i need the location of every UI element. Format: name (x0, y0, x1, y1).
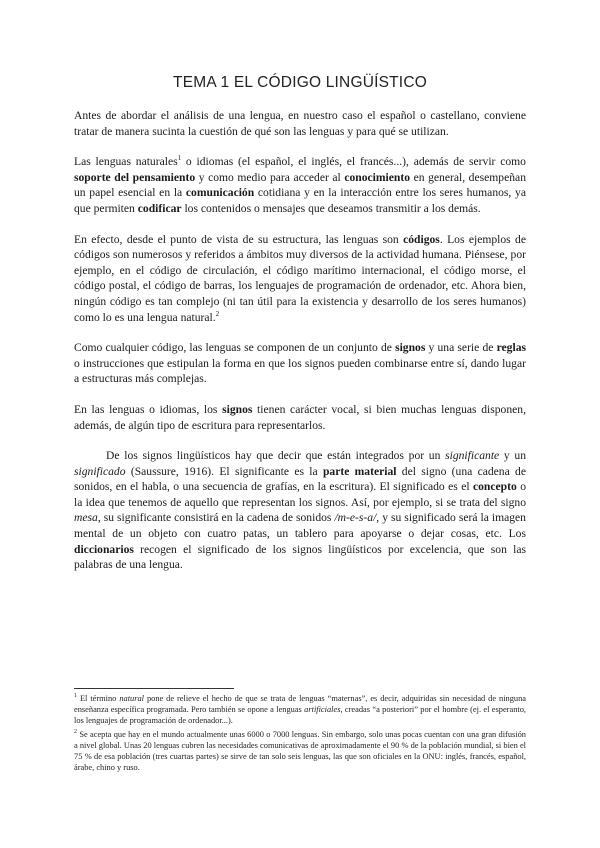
footnotes (74, 693, 526, 775)
footnote-2: $^2$ Se acepta que hay en el mundo actualmente unas 6000 o 7000 lenguas. Sin embargo, solo unas pocas cuentan con una gran difusión a nivel global. Unas 20 lenguas cubren las necesidades comunicativas de aproximadamente el 90 % de la población mundial, si bien el 75 % de esa población (tres cuartas partes) se sirve de tan solo seis lenguas, las que son oficiales en la ONU: inglés, francés, español, árabe, chino y ruso. (74, 728, 526, 773)
page-title: TEMA 1 EL CÓDIGO LINGÜÍSTICO (173, 74, 427, 91)
document-body (74, 108, 526, 588)
paragraph-natural-languages: Las lenguas naturales$^1$ o idiomas (el español, el inglés, el francés...), además de servir como soporte del pensamiento y como medio para acceder al conocimiento en general, desempeñan un papel esencial en la comunicación cotidiana y en la interacción entre los seres humanos, ya que permiten codificar los contenidos o mensajes que deseamos transmitir a los demás. (74, 154, 526, 215)
footnote-ref-2[interactable]: 2 (215, 309, 220, 318)
paragraph-signifier: De los signos lingüísticos hay que decir que están integrados por un significante y un significado (Saussure, 1916). El significante es la parte material del signo (una cadena de sonidos, en el habla, o una secuencia de grafías, en la escritura). El significado es el concepto o la idea que tenemos de aquello que representan los signos. Así, por ejemplo, si se trata del signo mesa, su significante consistirá en la cadena de sonidos /m-e-s-a/, y su significado será la imagen mental de un objeto con cuatro patas, un tablero para apoyarse o dejar cosas, etc. Los diccionarios recogen el significado de los signos lingüísticos por excelencia, que son las palabras de una lengua. (74, 449, 527, 572)
footnote-ref-1[interactable]: 1 (177, 154, 182, 163)
paragraph-signs-rules: Como cualquier código, las lenguas se componen de un conjunto de signos y una serie de reglas o instrucciones que estipulan la forma en que los signos pueden combinarse entre sí, dando lugar a estructuras más complejas. (74, 341, 527, 386)
footnote-1: $^1$ El término natural pone de relieve el hecho de que se trata de lenguas “maternas”, es decir, adquiridas sin necesidad de ninguna enseñanza específica programada. Pero también se opone a lenguas artificiales, creadas “a posteriori” por el hombre (ej. el esperanto, los lenguajes de programación de ordenador...). (74, 693, 527, 726)
paragraph-intro: Antes de abordar el análisis de una lengua, en nuestro caso el español o castellano, conviene tratar de manera sucinta la cuestión de qué son las lenguas y para qué se utilizan. (74, 109, 526, 138)
footnote-separator (74, 688, 234, 689)
paragraph-vocal-signs: En las lenguas o idiomas, los signos tienen carácter vocal, si bien muchas lenguas disponen, además, de algún tipo de escritura para representarlos. (74, 402, 526, 432)
paragraph-codes: En efecto, desde el punto de vista de su estructura, las lenguas son códigos. Los ejemplos de códigos son numerosos y referidos a ámbitos muy diversos de la actividad humana. Piénsese, por ejemplo, en el código de circulación, el código marítimo internacional, el código morse, el código postal, el código de barras, los lenguajes de programación de ordenador, etc. Ahora bien, ningún código es tan complejo (ni tan útil para la existencia y desarrollo de los seres humanos) como lo es una lengua natural.$^2$ (74, 232, 526, 324)
